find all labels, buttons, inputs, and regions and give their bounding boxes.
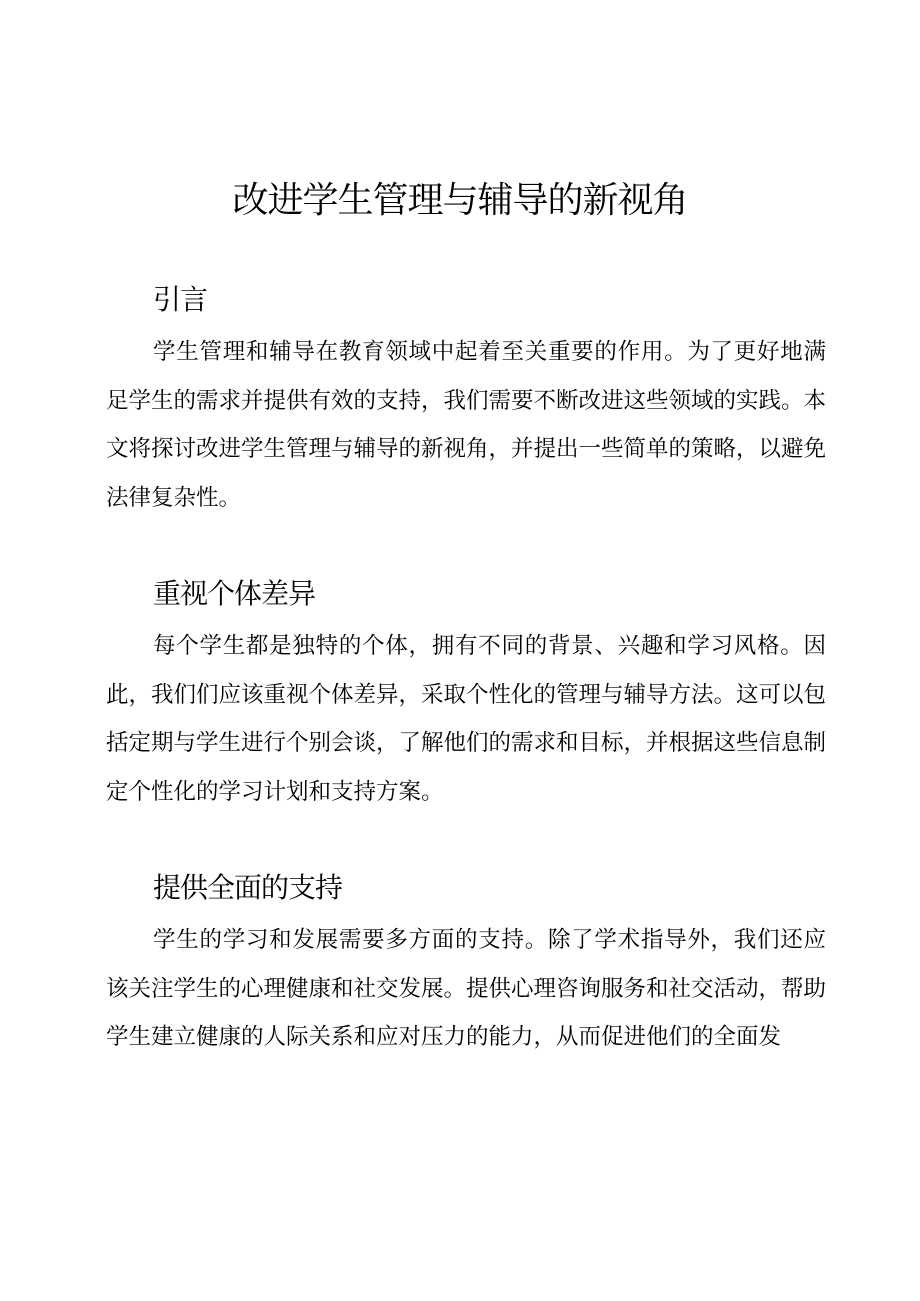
section-introduction [106,280,826,522]
section-heading: 重视个体差异 [153,577,316,610]
section-paragraph: 每个学生都是独特的个体，拥有不同的背景、兴趣和学习风格。因此，我们们应该重视个体差异，采取个性化的管理与辅导方法。这可以包括定期与学生进行个别会谈，了解他们的需求和目标，并根据这些信息制定个性化的学习计划和支持方案。 [106,633,827,805]
document-title: 改进学生管理与辅导的新视角 [232,180,688,221]
section-heading: 引言 [153,283,208,316]
section-individual-differences [106,574,826,816]
section-comprehensive-support [106,868,826,1062]
section-paragraph: 学生的学习和发展需要多方面的支持。除了学术指导外，我们还应该关注学生的心理健康和社交发展。提供心理咨询服务和社交活动，帮助学生建立健康的人际关系和应对压力的能力，从而促进他们的全面发 [106,927,827,1050]
section-heading: 提供全面的支持 [153,871,343,904]
section-paragraph: 学生管理和辅导在教育领域中起着至关重要的作用。为了更好地满足学生的需求并提供有效的支持，我们需要不断改进这些领域的实践。本文将探讨改进学生管理与辅导的新视角，并提出一些简单的策略，以避免法律复杂性。 [106,339,827,511]
